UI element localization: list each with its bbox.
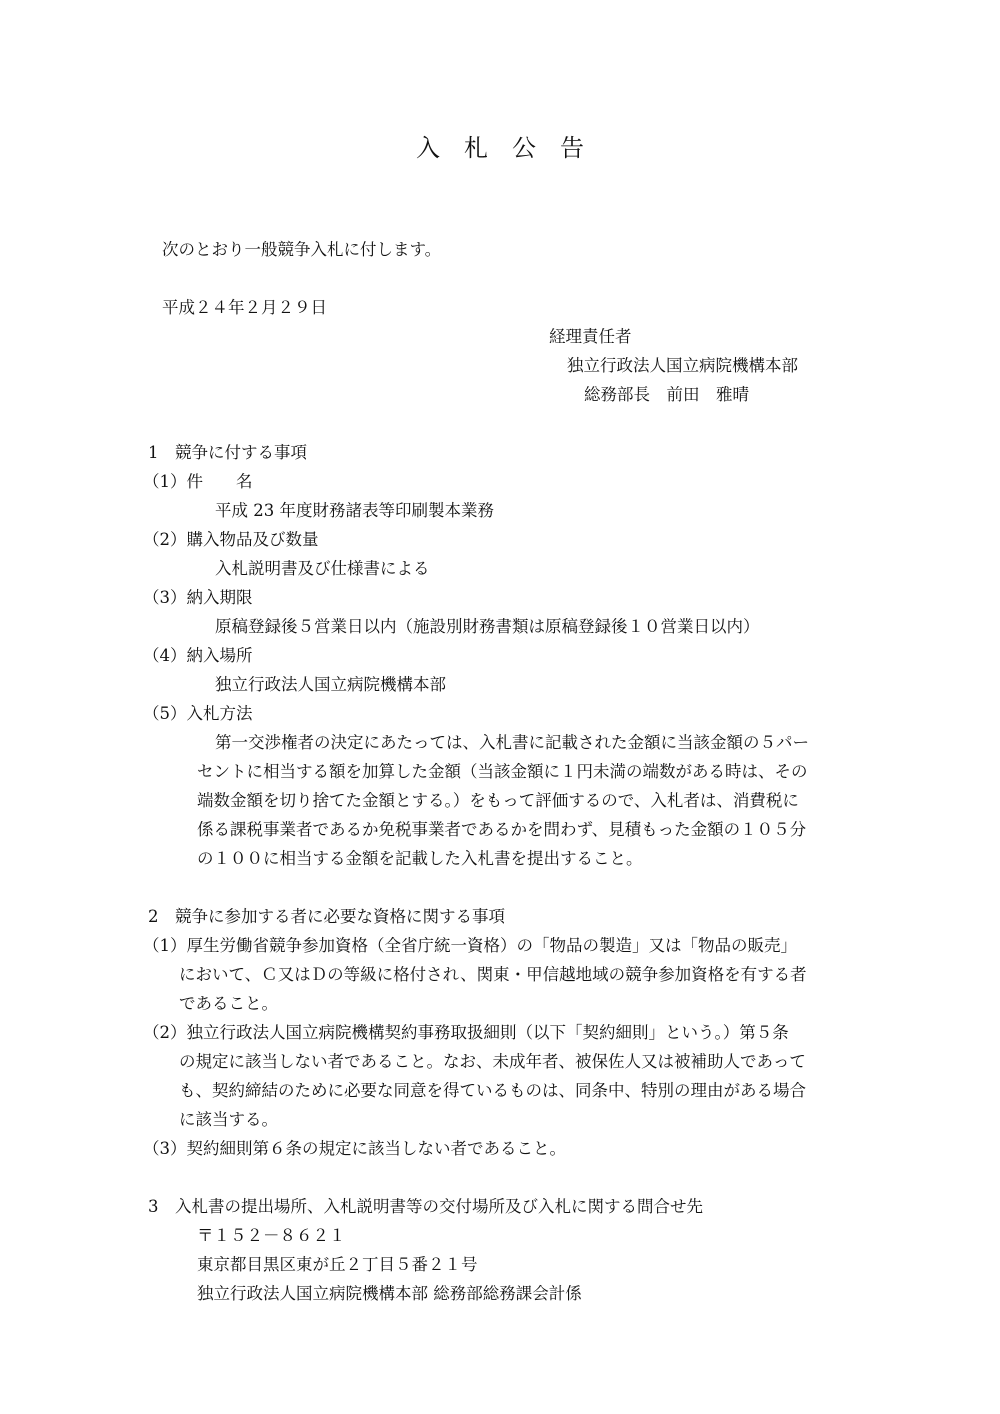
section1-item5-line5: の１００に相当する金額を記載した入札書を提出すること。: [197, 849, 643, 868]
section2-item3-line1: （3）契約細則第６条の規定に該当しない者であること。: [143, 1139, 566, 1158]
notice-date: 平成２４年２月２９日: [162, 298, 327, 317]
section2-item1-line3: であること。: [179, 994, 278, 1013]
section1-item5-line2: セントに相当する額を加算した金額（当該金額に１円未満の端数がある時は、その: [197, 762, 808, 781]
section2-item2-line1: （2）独立行政法人国立病院機構契約事務取扱細則（以下「契約細則」という。）第５条: [143, 1023, 789, 1042]
section1-item2-label: （2）購入物品及び数量: [143, 530, 319, 549]
section1-item3-label: （3）納入期限: [143, 588, 253, 607]
section3-postal-code: 〒１５２－８６２１: [197, 1226, 346, 1245]
section1-item4-text: 独立行政法人国立病院機構本部: [215, 675, 446, 694]
section1-heading: 1 競争に付する事項: [148, 443, 307, 462]
section1-item5-line3: 端数金額を切り捨てた金額とする。）をもって評価するので、入札者は、消費税に: [197, 791, 799, 810]
section1-item5-line1: 第一交渉権者の決定にあたっては、入札書に記載された金額に当該金額の５パー: [215, 733, 809, 752]
section2-item2-line3: も、契約締結のために必要な同意を得ているものは、同条中、特別の理由がある場合: [179, 1081, 806, 1100]
section2-item2-line4: に該当する。: [179, 1110, 278, 1129]
issuer-org: 独立行政法人国立病院機構本部: [567, 356, 798, 375]
section2-item2-line2: の規定に該当しない者であること。なお、未成年者、被保佐人又は被補助人であって: [179, 1052, 806, 1071]
section1-item5-line4: 係る課税事業者であるか免税事業者であるかを問わず、見積もった金額の１０５分: [197, 820, 807, 839]
section1-item3-text: 原稿登録後５営業日以内（施設別財務書類は原稿登録後１０営業日以内）: [215, 617, 760, 636]
section1-item1-label: （1）件 名: [143, 472, 253, 491]
issuer-role: 経理責任者: [549, 327, 632, 346]
section1-item2-text: 入札説明書及び仕様書による: [215, 559, 430, 578]
section1-item5-label: （5）入札方法: [143, 704, 253, 723]
issuer-person: 総務部長 前田 雅晴: [584, 385, 749, 404]
section2-item1-line2: において、Ｃ又はＤの等級に格付され、関東・甲信越地域の競争参加資格を有する者: [179, 965, 807, 984]
page-title: 入 札 公 告: [416, 134, 584, 162]
section3-address: 東京都目黒区東が丘２丁目５番２１号: [197, 1255, 478, 1274]
section1-item4-label: （4）納入場所: [143, 646, 253, 665]
section1-item1-text: 平成 23 年度財務諸表等印刷製本業務: [215, 501, 494, 520]
section2-heading: 2 競争に参加する者に必要な資格に関する事項: [148, 907, 505, 926]
section3-office: 独立行政法人国立病院機構本部 総務部総務課会計係: [197, 1284, 582, 1303]
section3-heading: 3 入札書の提出場所、入札説明書等の交付場所及び入札に関する問合せ先: [148, 1197, 703, 1216]
intro-text: 次のとおり一般競争入札に付します。: [162, 240, 442, 259]
section2-item1-line1: （1）厚生労働省競争参加資格（全省庁統一資格）の「物品の製造」又は「物品の販売」: [143, 936, 797, 955]
